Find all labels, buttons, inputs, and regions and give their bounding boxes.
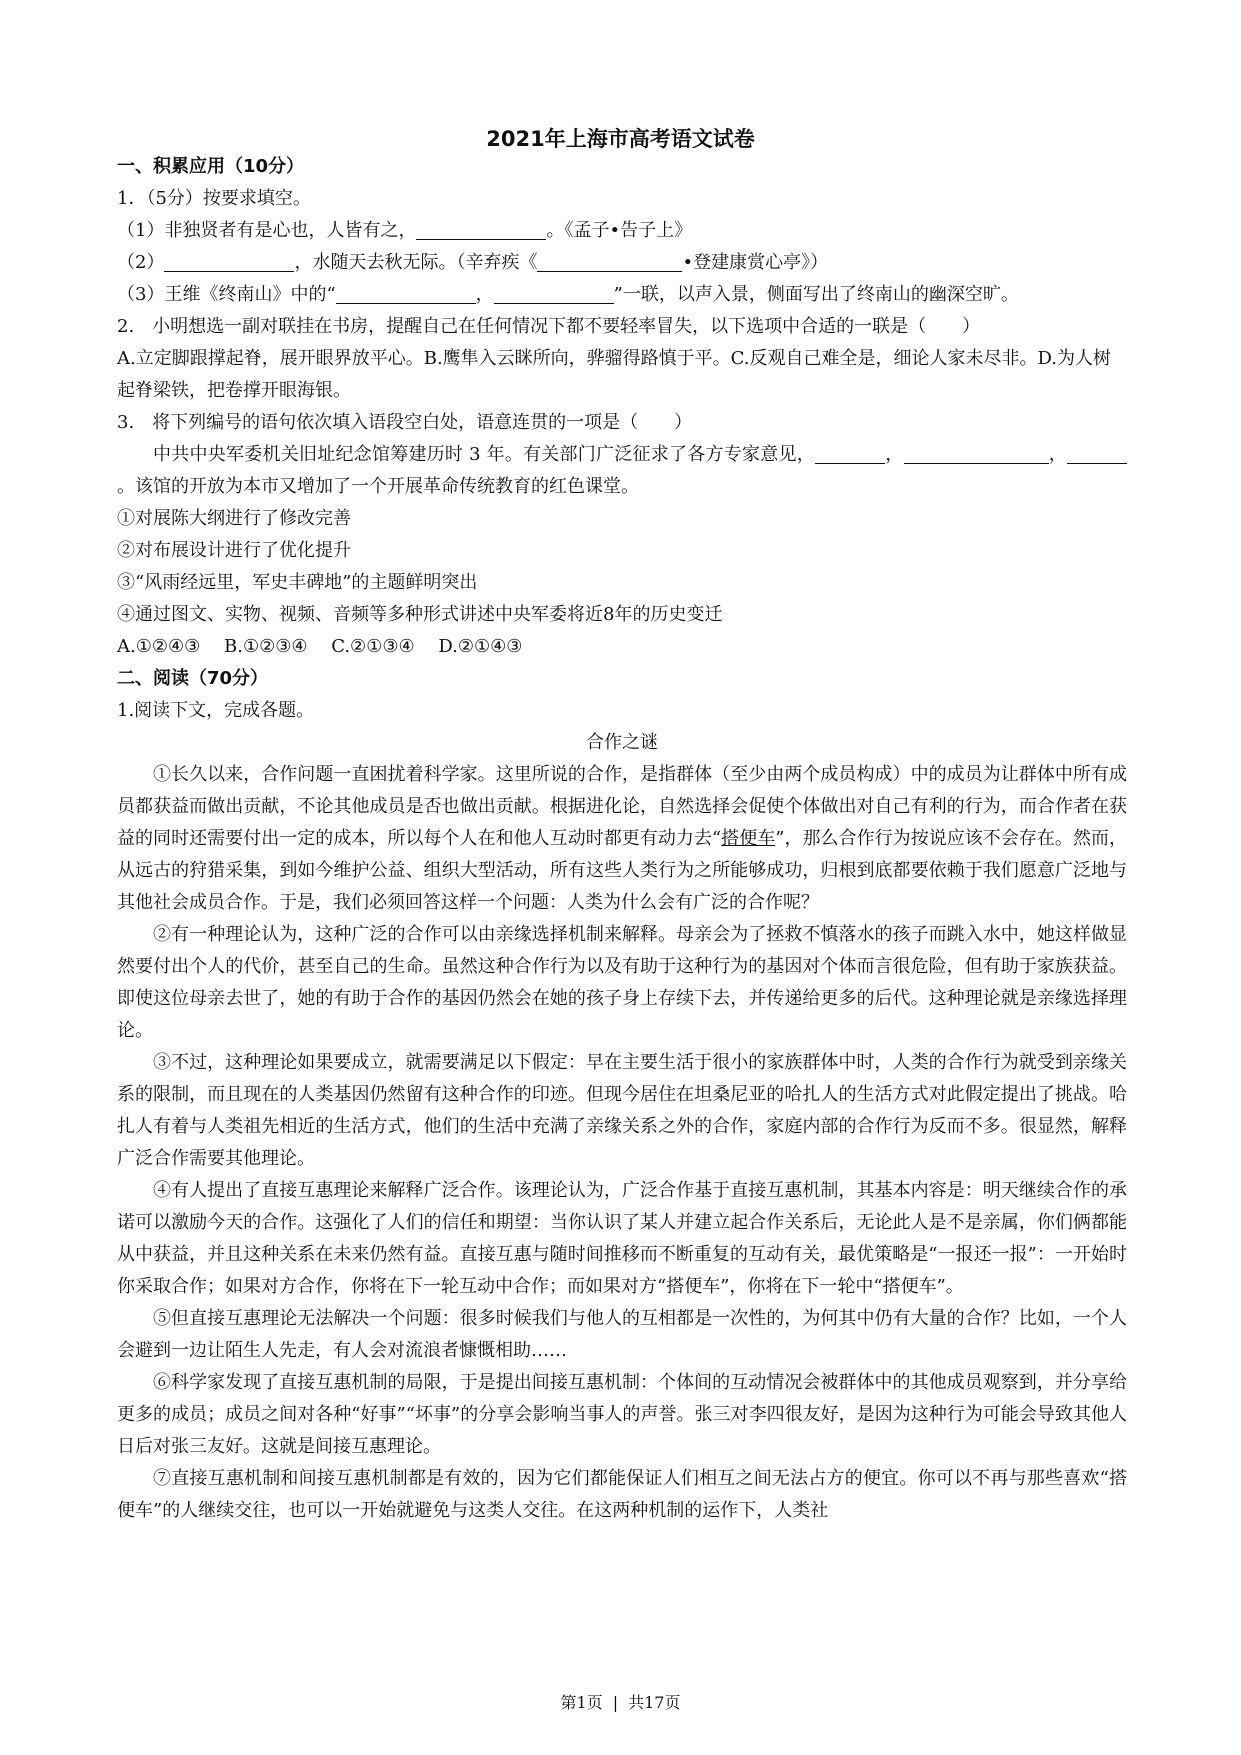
question-3-stem: 3. 将下列编号的语句依次填入语段空白处，语意连贯的一项是（ ）	[117, 412, 693, 433]
sub-3-text-b: ，	[475, 284, 494, 305]
article-paragraph-4: ④有人提出了直接互惠理论来解释广泛合作。该理论认为，广泛合作基于直接互惠机制，其基本内容是：明天继续合作的承诺可以激励今天的合作。这强化了人们的信任和期望：当你认识了某人并建立起合作关系后，无论此人是不是亲属，你们俩都能从中获益，并且这种关系在未来仍然有益。直接互惠与随时间推移而不断重复的互动有关，最优策略是“一报还一报”：一开始时你采取合作；如果对方合作，你将在下一轮互动中合作；而如果对方“搭便车”，你将在下一轮中“搭便车”。	[117, 1180, 1127, 1297]
page-total: 共17页	[628, 1693, 681, 1712]
sub-2-text-c: •登建康赏心亭》）	[682, 252, 829, 273]
page-number: 第1页	[560, 1693, 603, 1712]
question-3-item: ④通过图文、实物、视频、音频等多种形式讲述中央军委将近8年的历史变迁	[117, 604, 723, 625]
article-paragraph-5: ⑤但直接互惠理论无法解决一个问题：很多时候我们与他人的互相都是一次性的，为何其中仍有大量的合作？比如，一个人会避到一边让陌生人先走，有人会对流浪者慷慨相助……	[117, 1308, 1127, 1361]
article-body	[117, 759, 1127, 1527]
article-paragraph-6: ⑥科学家发现了直接互惠机制的局限，于是提出间接互惠机制：个体间的互动情况会被群体中的其他成员观察到，并分享给更多的成员；成员之间对各种“好事”“坏事”的分享会影响当事人的声誉。张三对李四很友好，是因为这种行为可能会导致其他人日后对张三友好。这就是间接互惠理论。	[117, 1372, 1127, 1457]
sub-3-text-a: （3）王维《终南山》中的“	[117, 284, 336, 305]
sub-2-text-a: （2）	[117, 252, 165, 273]
question-2-stem: 2. 小明想选一副对联挂在书房，提醒自己在任何情况下都不要轻率冒失，以下选项中合适的一联是（ ）	[117, 316, 981, 337]
page-content	[117, 151, 1127, 1527]
article-paragraph-3: ③不过，这种理论如果要成立，就需要满足以下假定：早在主要生活于很小的家族群体中时，人类的合作行为就受到亲缘关系的限制，而且现在的人类基因仍然留有这种合作的印迹。但现今居住在坦桑尼亚的哈扎人的生活方式对此假定提出了挑战。哈扎人有着与人类祖先相近的生活方式，他们的生活中充满了亲缘关系之外的合作，家庭内部的合作行为反而不多。很显然，解释广泛合作需要其他理论。	[117, 1052, 1127, 1169]
answer-blank[interactable]	[1067, 441, 1127, 464]
sub-3-text-c: ”一联，以声入景，侧面写出了终南山的幽深空旷。	[613, 284, 1019, 305]
question-3-item: ②对布展设计进行了优化提升	[117, 540, 351, 561]
question-2-options: A.立定脚跟撑起脊，展开眼界放平心。B.鹰隼入云眯所向，骅骝得路慎于平。C.反观自己难全是，细论人家未尽非。D.为人树起脊梁铁，把卷撑开眼海银。	[117, 348, 1112, 401]
sub-1-text-b: 。《孟子•告子上》	[546, 220, 693, 241]
question-1-stem: 1．（5分）按要求填空。	[117, 188, 311, 209]
reading-question-1-stem: 1.阅读下文，完成各题。	[117, 700, 315, 721]
answer-blank[interactable]	[494, 281, 614, 304]
page-footer	[0, 1690, 1241, 1713]
section-heading-accumulation: 一、积累应用（10分）	[117, 156, 305, 177]
question-3-choices: A.①②④③ B.①②③④ C.②①③④ D.②①④③	[117, 636, 523, 657]
section-heading-reading: 二、阅读（70分）	[117, 668, 269, 689]
answer-blank[interactable]	[164, 249, 294, 272]
question-1-sub-2	[117, 247, 1127, 279]
question-3-item: ③“风雨经远里，军史丰碑地”的主题鲜明突出	[117, 572, 478, 593]
question-3-passage: 中共中央军委机关旧址纪念馆筹建历时 3 年。有关部门广泛征求了各方专家意见， ， ，。该馆的开放为本市又增加了一个开展革命传统教育的红色课堂。	[117, 439, 1127, 503]
answer-blank[interactable]	[904, 441, 1049, 464]
sub-1-text-a: （1）非独贤者有是心也，人皆有之，	[117, 220, 417, 241]
article-title: 合作之谜	[586, 732, 658, 753]
underlined-term: 搭便车	[721, 828, 776, 849]
article-paragraph-2: ②有一种理论认为，这种广泛的合作可以由亲缘选择机制来解释。母亲会为了拯救不慎落水的孩子而跳入水中，她这样做显然要付出个人的代价，甚至自己的生命。虽然这种合作行为以及有助于这种行为的基因对个体而言很危险，但有助于家族获益。即使这位母亲去世了，她的有助于合作的基因仍然会在她的孩子身上存续下去，并传递给更多的后代。这种理论就是亲缘选择理论。	[117, 924, 1127, 1041]
sub-2-text-b: ，水随天去秋无际。（辛弃疾《	[294, 252, 538, 273]
question-1-sub-3	[117, 279, 1127, 311]
question-1-sub-1	[117, 215, 1127, 247]
question-3-item: ①对展陈大纲进行了修改完善	[117, 508, 351, 529]
answer-blank[interactable]	[416, 217, 546, 240]
article-paragraph-7: ⑦直接互惠机制和间接互惠机制都是有效的，因为它们都能保证人们相互之间无法占方的便宜。你可以不再与那些喜欢“搭便车”的人继续交往，也可以一开始就避免与这类人交往。在这两种机制的运作下，人类社	[117, 1468, 1127, 1521]
answer-blank[interactable]	[336, 281, 476, 304]
page-title: 2021年上海市高考语文试卷	[486, 127, 755, 151]
answer-blank[interactable]	[815, 441, 885, 464]
article-paragraph-1: ①长久以来，合作问题一直困扰着科学家。这里所说的合作，是指群体（至少由两个成员构成）中的成员为让群体中所有成员都获益而做出贡献，不论其他成员是否也做出贡献。根据进化论，自然选择会促使个体做出对自己有利的行为，而合作者在获益的同时还需要付出一定的成本，所以每个人在和他人互动时都更有动力去“搭便车”，那么合作行为按说应该不会存在。然而，从远古的狩猎采集，到如今维护公益、组织大型活动，所有这些人类行为之所能够成功，归根到底都要依赖于我们愿意广泛地与其他社会成员合作。于是，我们必须回答这样一个问题：人类为什么会有广泛的合作呢？	[117, 764, 1128, 913]
answer-blank[interactable]	[537, 249, 682, 272]
footer-separator: |	[612, 1693, 619, 1712]
